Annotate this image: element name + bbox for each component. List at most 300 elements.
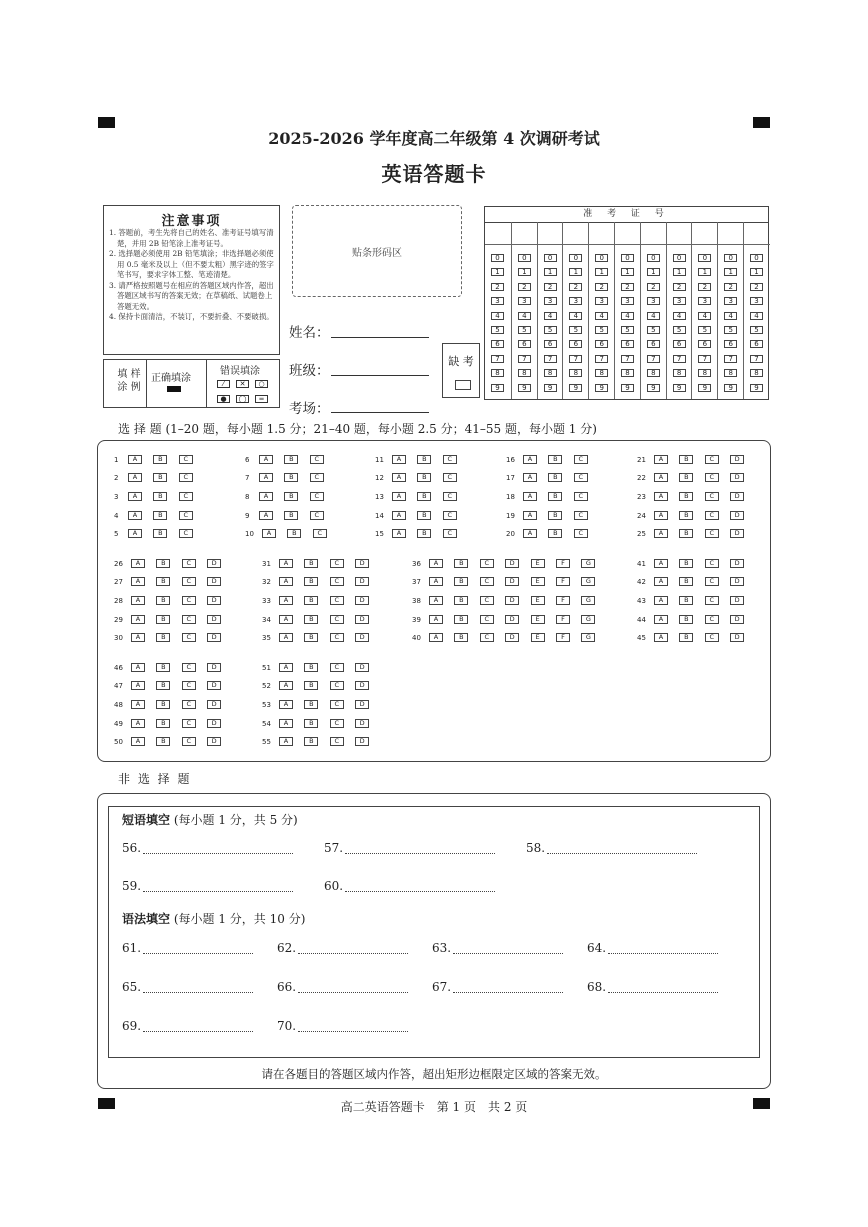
answer-bubble-d[interactable]: D [207,681,221,690]
answer-bubble-a[interactable]: A [523,529,537,538]
answer-bubble-d[interactable]: D [730,455,744,464]
admission-digit-bubble[interactable]: 5 [595,326,608,334]
admission-digit-bubble[interactable]: 9 [698,384,711,392]
answer-bubble-b[interactable]: B [679,615,693,624]
answer-bubble-b[interactable]: B [304,663,318,672]
answer-bubble-d[interactable]: D [207,700,221,709]
answer-bubble-f[interactable]: F [556,577,570,586]
answer-bubble-c[interactable]: C [330,633,344,642]
answer-bubble-c[interactable]: C [313,529,327,538]
admission-digit-bubble[interactable]: 4 [647,312,660,320]
admission-digit-bubble[interactable]: 6 [698,340,711,348]
admission-digit-bubble[interactable]: 0 [647,254,660,262]
admission-digit-bubble[interactable]: 6 [724,340,737,348]
answer-bubble-a[interactable]: A [523,492,537,501]
admission-digit-write-cell[interactable] [589,222,615,245]
admission-digit-write-cell[interactable] [667,222,693,245]
answer-bubble-b[interactable]: B [304,633,318,642]
admission-digit-bubble[interactable]: 2 [595,283,608,291]
answer-bubble-b[interactable]: B [417,473,431,482]
answer-bubble-d[interactable]: D [355,633,369,642]
admission-digit-bubble[interactable]: 1 [724,268,737,276]
admission-digit-bubble[interactable]: 6 [569,340,582,348]
answer-bubble-d[interactable]: D [207,596,221,605]
answer-bubble-a[interactable]: A [654,559,668,568]
class-field[interactable] [331,374,429,376]
answer-bubble-a[interactable]: A [131,577,145,586]
admission-digit-bubble[interactable]: 5 [569,326,582,334]
answer-bubble-d[interactable]: D [730,492,744,501]
answer-bubble-b[interactable]: B [454,633,468,642]
answer-bubble-b[interactable]: B [679,511,693,520]
answer-bubble-b[interactable]: B [156,737,170,746]
answer-bubble-d[interactable]: D [207,663,221,672]
answer-bubble-d[interactable]: D [355,719,369,728]
answer-bubble-b[interactable]: B [156,719,170,728]
answer-bubble-b[interactable]: B [679,633,693,642]
absent-checkbox[interactable] [455,380,471,390]
admission-digit-bubble[interactable]: 6 [544,340,557,348]
answer-bubble-c[interactable]: C [480,577,494,586]
answer-bubble-c[interactable]: C [182,577,196,586]
phrase-blank-line[interactable] [143,852,293,854]
answer-bubble-b[interactable]: B [304,596,318,605]
answer-bubble-a[interactable]: A [131,719,145,728]
admission-digit-bubble[interactable]: 4 [491,312,504,320]
answer-bubble-a[interactable]: A [654,577,668,586]
phrase-blank-line[interactable] [345,852,495,854]
answer-bubble-f[interactable]: F [556,559,570,568]
admission-digit-bubble[interactable]: 0 [544,254,557,262]
admission-digit-bubble[interactable]: 6 [673,340,686,348]
answer-bubble-d[interactable]: D [207,737,221,746]
answer-bubble-a[interactable]: A [392,492,406,501]
answer-bubble-c[interactable]: C [330,577,344,586]
admission-digit-bubble[interactable]: 6 [750,340,763,348]
answer-bubble-a[interactable]: A [128,511,142,520]
answer-bubble-b[interactable]: B [284,473,298,482]
answer-bubble-b[interactable]: B [679,529,693,538]
answer-bubble-a[interactable]: A [131,737,145,746]
admission-digit-bubble[interactable]: 9 [569,384,582,392]
admission-digit-bubble[interactable]: 8 [595,369,608,377]
grammar-blank-line[interactable] [143,952,253,954]
admission-digit-bubble[interactable]: 6 [518,340,531,348]
answer-bubble-b[interactable]: B [153,492,167,501]
admission-digit-bubble[interactable]: 0 [621,254,634,262]
answer-bubble-a[interactable]: A [131,596,145,605]
answer-bubble-d[interactable]: D [730,529,744,538]
admission-digit-bubble[interactable]: 9 [673,384,686,392]
grammar-blank-line[interactable] [298,952,408,954]
answer-bubble-d[interactable]: D [730,633,744,642]
answer-bubble-c[interactable]: C [330,700,344,709]
admission-digit-bubble[interactable]: 8 [698,369,711,377]
answer-bubble-a[interactable]: A [128,473,142,482]
admission-digit-bubble[interactable]: 8 [621,369,634,377]
answer-bubble-b[interactable]: B [679,559,693,568]
answer-bubble-c[interactable]: C [182,737,196,746]
answer-bubble-c[interactable]: C [705,455,719,464]
admission-digit-bubble[interactable]: 4 [698,312,711,320]
admission-digit-bubble[interactable]: 1 [750,268,763,276]
answer-bubble-g[interactable]: G [581,577,595,586]
admission-digit-bubble[interactable]: 4 [621,312,634,320]
admission-digit-bubble[interactable]: 1 [621,268,634,276]
answer-bubble-d[interactable]: D [355,737,369,746]
grammar-blank-line[interactable] [453,952,563,954]
answer-bubble-c[interactable]: C [330,615,344,624]
answer-bubble-b[interactable]: B [284,492,298,501]
answer-bubble-a[interactable]: A [654,511,668,520]
answer-bubble-b[interactable]: B [548,511,562,520]
answer-bubble-c[interactable]: C [182,559,196,568]
answer-bubble-b[interactable]: B [304,737,318,746]
answer-bubble-a[interactable]: A [654,473,668,482]
answer-bubble-d[interactable]: D [355,681,369,690]
admission-digit-bubble[interactable]: 1 [569,268,582,276]
admission-digit-bubble[interactable]: 6 [491,340,504,348]
answer-bubble-b[interactable]: B [304,615,318,624]
answer-bubble-b[interactable]: B [679,577,693,586]
admission-digit-bubble[interactable]: 2 [491,283,504,291]
answer-bubble-a[interactable]: A [131,559,145,568]
name-field[interactable] [331,336,429,338]
answer-bubble-a[interactable]: A [279,663,293,672]
admission-digit-bubble[interactable]: 1 [544,268,557,276]
answer-bubble-c[interactable]: C [574,529,588,538]
grammar-blank-line[interactable] [143,991,253,993]
answer-bubble-g[interactable]: G [581,596,595,605]
admission-digit-bubble[interactable]: 6 [621,340,634,348]
answer-bubble-c[interactable]: C [310,492,324,501]
answer-bubble-a[interactable]: A [279,559,293,568]
answer-bubble-b[interactable]: B [417,492,431,501]
admission-digit-bubble[interactable]: 5 [491,326,504,334]
grammar-blank-line[interactable] [298,991,408,993]
answer-bubble-c[interactable]: C [705,511,719,520]
admission-digit-bubble[interactable]: 7 [491,355,504,363]
answer-bubble-c[interactable]: C [182,663,196,672]
answer-bubble-a[interactable]: A [279,719,293,728]
answer-bubble-d[interactable]: D [730,596,744,605]
admission-digit-bubble[interactable]: 3 [595,297,608,305]
admission-digit-bubble[interactable]: 9 [724,384,737,392]
admission-digit-write-cell[interactable] [563,222,589,245]
answer-bubble-d[interactable]: D [505,559,519,568]
admission-digit-bubble[interactable]: 2 [750,283,763,291]
answer-bubble-b[interactable]: B [284,511,298,520]
admission-digit-bubble[interactable]: 3 [544,297,557,305]
admission-digit-bubble[interactable]: 3 [724,297,737,305]
answer-bubble-a[interactable]: A [654,596,668,605]
answer-bubble-a[interactable]: A [392,473,406,482]
answer-bubble-d[interactable]: D [730,559,744,568]
answer-bubble-d[interactable]: D [505,577,519,586]
answer-bubble-d[interactable]: D [730,577,744,586]
answer-bubble-a[interactable]: A [262,529,276,538]
admission-digit-bubble[interactable]: 2 [518,283,531,291]
answer-bubble-b[interactable]: B [153,455,167,464]
answer-bubble-b[interactable]: B [304,577,318,586]
grammar-blank-line[interactable] [453,991,563,993]
answer-bubble-c[interactable]: C [480,633,494,642]
answer-bubble-d[interactable]: D [730,615,744,624]
answer-bubble-b[interactable]: B [417,511,431,520]
answer-bubble-c[interactable]: C [443,492,457,501]
answer-bubble-c[interactable]: C [179,455,193,464]
admission-digit-write-cell[interactable] [615,222,641,245]
admission-digit-bubble[interactable]: 8 [724,369,737,377]
answer-bubble-a[interactable]: A [523,455,537,464]
answer-bubble-a[interactable]: A [128,529,142,538]
answer-bubble-b[interactable]: B [156,681,170,690]
answer-bubble-b[interactable]: B [156,577,170,586]
admission-digit-bubble[interactable]: 4 [724,312,737,320]
answer-bubble-b[interactable]: B [156,633,170,642]
admission-digit-bubble[interactable]: 3 [569,297,582,305]
answer-bubble-c[interactable]: C [182,719,196,728]
answer-bubble-d[interactable]: D [355,577,369,586]
answer-bubble-g[interactable]: G [581,559,595,568]
answer-bubble-b[interactable]: B [156,559,170,568]
answer-bubble-a[interactable]: A [429,577,443,586]
answer-bubble-a[interactable]: A [392,529,406,538]
answer-bubble-b[interactable]: B [454,559,468,568]
answer-bubble-e[interactable]: E [531,633,545,642]
answer-bubble-a[interactable]: A [259,473,273,482]
answer-bubble-d[interactable]: D [207,559,221,568]
answer-bubble-c[interactable]: C [182,615,196,624]
answer-bubble-c[interactable]: C [574,473,588,482]
answer-bubble-c[interactable]: C [179,492,193,501]
answer-bubble-c[interactable]: C [330,596,344,605]
answer-bubble-a[interactable]: A [429,615,443,624]
admission-digit-write-cell[interactable] [641,222,667,245]
admission-digit-bubble[interactable]: 5 [698,326,711,334]
answer-bubble-b[interactable]: B [153,529,167,538]
admission-digit-bubble[interactable]: 9 [621,384,634,392]
admission-digit-bubble[interactable]: 7 [595,355,608,363]
answer-bubble-a[interactable]: A [429,633,443,642]
answer-bubble-a[interactable]: A [429,559,443,568]
answer-bubble-a[interactable]: A [279,577,293,586]
answer-bubble-a[interactable]: A [131,681,145,690]
answer-bubble-a[interactable]: A [128,492,142,501]
admission-digit-bubble[interactable]: 0 [491,254,504,262]
answer-bubble-b[interactable]: B [548,455,562,464]
admission-digit-bubble[interactable]: 9 [647,384,660,392]
answer-bubble-c[interactable]: C [705,577,719,586]
admission-digit-bubble[interactable]: 0 [569,254,582,262]
answer-bubble-b[interactable]: B [417,529,431,538]
admission-digit-bubble[interactable]: 3 [491,297,504,305]
answer-bubble-a[interactable]: A [259,455,273,464]
answer-bubble-c[interactable]: C [705,596,719,605]
grammar-blank-line[interactable] [608,952,718,954]
admission-digit-bubble[interactable]: 1 [491,268,504,276]
admission-digit-bubble[interactable]: 1 [595,268,608,276]
admission-digit-bubble[interactable]: 8 [647,369,660,377]
answer-bubble-a[interactable]: A [279,633,293,642]
admission-digit-bubble[interactable]: 7 [544,355,557,363]
answer-bubble-b[interactable]: B [156,663,170,672]
admission-digit-bubble[interactable]: 5 [518,326,531,334]
answer-bubble-c[interactable]: C [182,633,196,642]
admission-digit-write-cell[interactable] [485,222,511,245]
answer-bubble-c[interactable]: C [330,559,344,568]
answer-bubble-c[interactable]: C [480,615,494,624]
answer-bubble-c[interactable]: C [705,492,719,501]
answer-bubble-a[interactable]: A [279,615,293,624]
answer-bubble-c[interactable]: C [443,455,457,464]
answer-bubble-d[interactable]: D [730,473,744,482]
answer-bubble-b[interactable]: B [679,492,693,501]
answer-bubble-c[interactable]: C [443,529,457,538]
answer-bubble-c[interactable]: C [330,663,344,672]
answer-bubble-d[interactable]: D [730,511,744,520]
admission-digit-bubble[interactable]: 0 [750,254,763,262]
admission-digit-bubble[interactable]: 5 [750,326,763,334]
answer-bubble-b[interactable]: B [679,455,693,464]
admission-digit-bubble[interactable]: 8 [569,369,582,377]
admission-digit-bubble[interactable]: 7 [647,355,660,363]
answer-bubble-b[interactable]: B [454,577,468,586]
admission-digit-bubble[interactable]: 7 [673,355,686,363]
admission-digit-bubble[interactable]: 9 [544,384,557,392]
admission-digit-bubble[interactable]: 7 [518,355,531,363]
admission-digit-bubble[interactable]: 2 [569,283,582,291]
answer-bubble-a[interactable]: A [523,511,537,520]
admission-digit-bubble[interactable]: 2 [647,283,660,291]
admission-digit-bubble[interactable]: 1 [647,268,660,276]
answer-bubble-b[interactable]: B [679,596,693,605]
admission-digit-bubble[interactable]: 7 [621,355,634,363]
answer-bubble-a[interactable]: A [654,615,668,624]
admission-digit-bubble[interactable]: 1 [673,268,686,276]
admission-digit-write-cell[interactable] [692,222,718,245]
admission-digit-bubble[interactable]: 5 [673,326,686,334]
answer-bubble-a[interactable]: A [654,633,668,642]
answer-bubble-a[interactable]: A [654,455,668,464]
answer-bubble-d[interactable]: D [505,596,519,605]
answer-bubble-a[interactable]: A [131,663,145,672]
admission-digit-bubble[interactable]: 1 [698,268,711,276]
admission-digit-bubble[interactable]: 6 [595,340,608,348]
admission-digit-bubble[interactable]: 8 [518,369,531,377]
answer-bubble-d[interactable]: D [207,633,221,642]
answer-bubble-f[interactable]: F [556,615,570,624]
answer-bubble-a[interactable]: A [654,529,668,538]
grammar-blank-line[interactable] [298,1030,408,1032]
answer-bubble-c[interactable]: C [310,511,324,520]
admission-digit-bubble[interactable]: 7 [569,355,582,363]
answer-bubble-d[interactable]: D [355,596,369,605]
answer-bubble-a[interactable]: A [392,455,406,464]
answer-bubble-c[interactable]: C [574,455,588,464]
answer-bubble-e[interactable]: E [531,577,545,586]
admission-digit-bubble[interactable]: 7 [724,355,737,363]
answer-bubble-b[interactable]: B [287,529,301,538]
admission-digit-bubble[interactable]: 2 [698,283,711,291]
admission-digit-write-cell[interactable] [512,222,538,245]
admission-digit-bubble[interactable]: 3 [750,297,763,305]
answer-bubble-c[interactable]: C [705,633,719,642]
answer-bubble-c[interactable]: C [443,473,457,482]
admission-digit-bubble[interactable]: 2 [673,283,686,291]
answer-bubble-c[interactable]: C [179,473,193,482]
answer-bubble-g[interactable]: G [581,615,595,624]
admission-digit-bubble[interactable]: 8 [491,369,504,377]
answer-bubble-b[interactable]: B [548,473,562,482]
answer-bubble-b[interactable]: B [156,615,170,624]
admission-digit-write-cell[interactable] [718,222,744,245]
admission-digit-bubble[interactable]: 5 [544,326,557,334]
answer-bubble-c[interactable]: C [705,529,719,538]
answer-bubble-b[interactable]: B [417,455,431,464]
admission-digit-bubble[interactable]: 8 [544,369,557,377]
answer-bubble-c[interactable]: C [330,719,344,728]
answer-bubble-c[interactable]: C [182,681,196,690]
answer-bubble-a[interactable]: A [279,596,293,605]
admission-digit-bubble[interactable]: 4 [569,312,582,320]
answer-bubble-c[interactable]: C [705,559,719,568]
admission-digit-bubble[interactable]: 4 [544,312,557,320]
answer-bubble-b[interactable]: B [153,511,167,520]
answer-bubble-c[interactable]: C [182,596,196,605]
answer-bubble-b[interactable]: B [548,492,562,501]
admission-digit-bubble[interactable]: 5 [647,326,660,334]
answer-bubble-c[interactable]: C [330,737,344,746]
admission-digit-bubble[interactable]: 9 [750,384,763,392]
answer-bubble-d[interactable]: D [207,719,221,728]
answer-bubble-c[interactable]: C [179,511,193,520]
answer-bubble-b[interactable]: B [304,681,318,690]
answer-bubble-a[interactable]: A [131,615,145,624]
answer-bubble-b[interactable]: B [153,473,167,482]
admission-digit-bubble[interactable]: 4 [673,312,686,320]
answer-bubble-b[interactable]: B [548,529,562,538]
admission-digit-bubble[interactable]: 0 [673,254,686,262]
answer-bubble-d[interactable]: D [207,577,221,586]
admission-digit-bubble[interactable]: 8 [673,369,686,377]
answer-bubble-f[interactable]: F [556,596,570,605]
answer-bubble-d[interactable]: D [355,559,369,568]
answer-bubble-a[interactable]: A [131,700,145,709]
answer-bubble-c[interactable]: C [179,529,193,538]
admission-digit-bubble[interactable]: 1 [518,268,531,276]
answer-bubble-a[interactable]: A [279,700,293,709]
admission-digit-bubble[interactable]: 8 [750,369,763,377]
admission-digit-bubble[interactable]: 3 [621,297,634,305]
answer-bubble-c[interactable]: C [182,700,196,709]
answer-bubble-d[interactable]: D [355,615,369,624]
answer-bubble-c[interactable]: C [443,511,457,520]
answer-bubble-a[interactable]: A [279,737,293,746]
answer-bubble-a[interactable]: A [654,492,668,501]
answer-bubble-e[interactable]: E [531,596,545,605]
admission-digit-bubble[interactable]: 0 [595,254,608,262]
answer-bubble-e[interactable]: E [531,559,545,568]
grammar-blank-line[interactable] [608,991,718,993]
answer-bubble-b[interactable]: B [304,700,318,709]
room-field[interactable] [331,411,429,413]
answer-bubble-a[interactable]: A [259,511,273,520]
admission-digit-write-cell[interactable] [744,222,770,245]
answer-bubble-c[interactable]: C [705,473,719,482]
admission-digit-bubble[interactable]: 2 [724,283,737,291]
admission-digit-bubble[interactable]: 3 [647,297,660,305]
